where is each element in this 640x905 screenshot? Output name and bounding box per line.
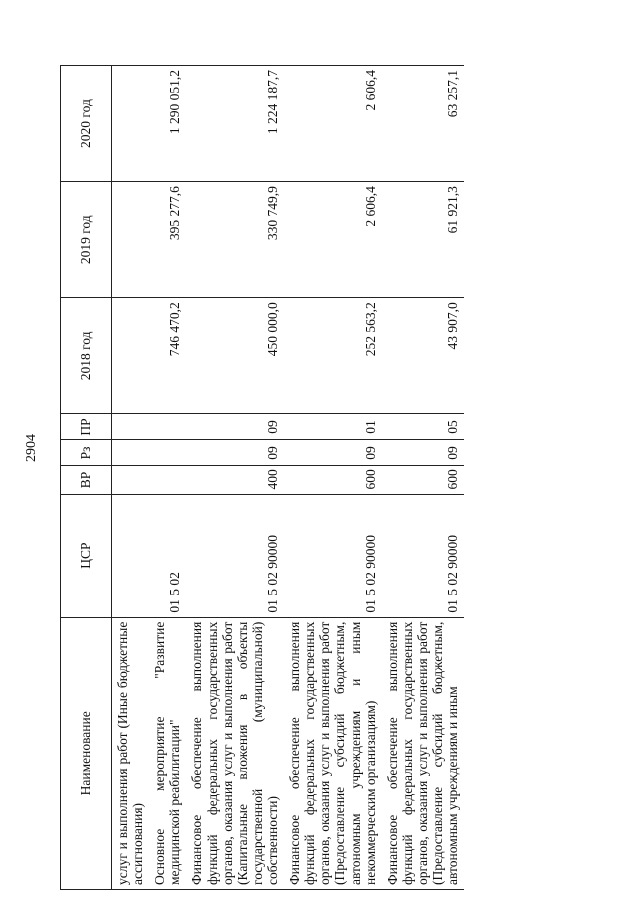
table-row [382,66,465,890]
row-2019: 61 921,3 [382,182,465,298]
row-rz [112,440,150,466]
table-row [149,66,186,890]
row-csr: 01 5 02 90000 [284,494,382,617]
row-2019: 395 277,6 [149,182,186,298]
table-row [112,66,150,890]
row-name: Основное мероприятие "Развитие медицинской реабилитации" [149,617,186,889]
header-pr: ПР [61,414,112,440]
row-vr: 600 [284,466,382,494]
header-vr: ВР [61,466,112,494]
row-2018: 450 000,0 [186,298,284,414]
row-2020: 1 224 187,7 [186,66,284,182]
row-name: Финансовое обеспечение выполнения функций федеральных государственных органов, оказания услуг и выполнения работ (Предоставление субсидий бюджетным, автономным учреждениям и иным [382,617,465,889]
row-name: услуг и выполнения работ (Иные бюджетные ассигнования) [112,617,150,889]
header-rz: Рз [61,440,112,466]
row-2020: 2 606,4 [284,66,382,182]
header-2018: 2018 год [61,298,112,414]
row-csr [112,494,150,617]
row-vr [149,466,186,494]
row-csr: 01 5 02 90000 [382,494,465,617]
row-pr: 01 [284,414,382,440]
header-csr: ЦСР [61,494,112,617]
row-vr: 600 [382,466,465,494]
row-rz: 09 [284,440,382,466]
row-2018 [112,298,150,414]
row-name: Финансовое обеспечение выполнения функций федеральных государственных органов, оказания услуг и выполнения работ (Капитальные вложения в объекты государственной (муниципальной) собственности) [186,617,284,889]
row-rz: 09 [186,440,284,466]
row-2018: 252 563,2 [284,298,382,414]
row-pr: 05 [382,414,465,440]
header-name: Наименование [61,617,112,889]
row-rz: 09 [382,440,465,466]
table-header-row [61,66,112,890]
budget-table [60,65,464,890]
row-csr: 01 5 02 90000 [186,494,284,617]
row-rz [149,440,186,466]
table-row [186,66,284,890]
row-2020 [112,66,150,182]
rotated-page-content [60,65,630,890]
row-pr [149,414,186,440]
row-2019: 2 606,4 [284,182,382,298]
row-2019 [112,182,150,298]
row-csr: 01 5 02 [149,494,186,617]
header-2020: 2020 год [61,66,112,182]
row-2020: 63 257,1 [382,66,465,182]
page-number: 2904 [24,434,39,462]
row-pr: 09 [186,414,284,440]
header-2019: 2019 год [61,182,112,298]
table-row [284,66,382,890]
row-2018: 746 470,2 [149,298,186,414]
row-2019: 330 749,9 [186,182,284,298]
row-vr: 400 [186,466,284,494]
row-2020: 1 290 051,2 [149,66,186,182]
row-2018: 43 907,0 [382,298,465,414]
row-pr [112,414,150,440]
row-name: Финансовое обеспечение выполнения функций федеральных государственных органов, оказания услуг и выполнения работ (Предоставление субсидий бюджетным, автономным учреждениям и иным некоммерческим организациям) [284,617,382,889]
row-vr [112,466,150,494]
